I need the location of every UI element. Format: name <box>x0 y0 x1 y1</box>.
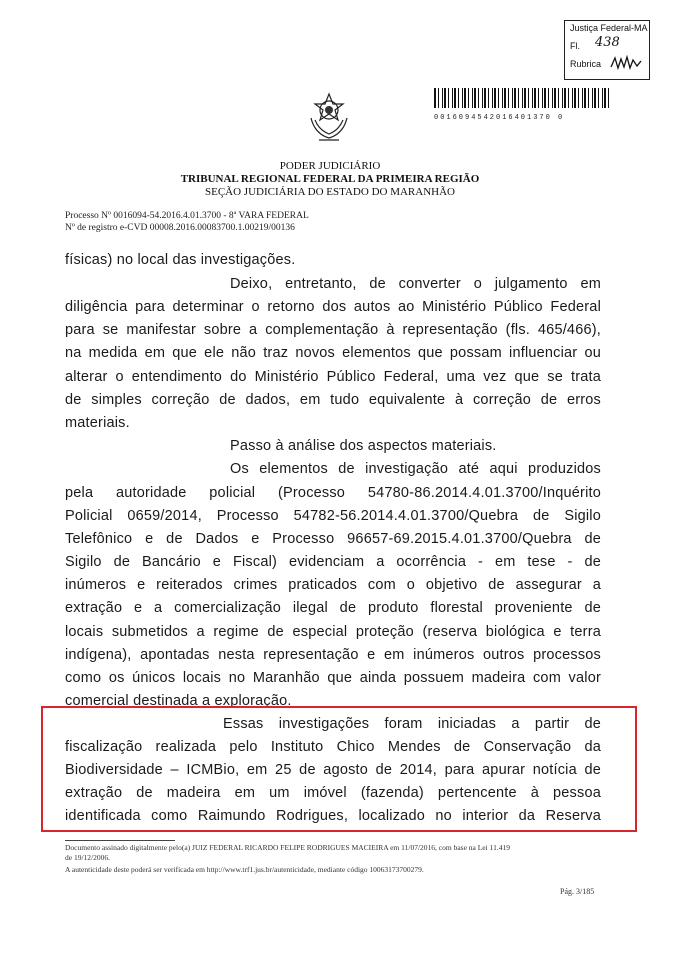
stamp-page-number: 438 <box>595 35 620 50</box>
body-line: Policial 0659/2014, Processo 54782-56.2014.4.01.3700/Quebra de Sigilo <box>65 508 601 524</box>
body-line: Biodiversidade – ICMBio, em 25 de agosto de 2014, para apurar notícia de <box>65 762 601 778</box>
body-line: identificada como Raimundo Rodrigues, localizado no interior da Reserva <box>65 808 601 824</box>
document-barcode <box>434 88 610 122</box>
body-line: físicas) no local das investigações. <box>65 252 296 268</box>
body-line: Sigilo de Bancário e Fiscal) evidenciam a ocorrência - em tese - de <box>65 554 601 570</box>
process-number: Processo Nº 0016094-54.2016.4.01.3700 - 8ª VARA FEDERAL <box>65 211 309 221</box>
body-line: Telefônico e de Dados e Processo 96657-69.2015.4.01.3700/Quebra de <box>65 531 601 547</box>
body-line: locais submetidos a regime de especial proteção (reserva biológica e terra <box>65 624 601 640</box>
body-line: como os únicos locais no Maranhão que ainda possuem madeira com valor <box>65 670 601 686</box>
footer-signature-note: Documento assinado digitalmente pelo(a) JUIZ FEDERAL RICARDO FELIPE RODRIGUES MACIEIRA em 11/07/2016, com base na Lei 11.419 <box>65 843 510 852</box>
stamp-page-label: Fl. <box>570 41 580 51</box>
header-section: SEÇÃO JUDICIÁRIA DO ESTADO DO MARANHÃO <box>205 186 455 198</box>
body-line: pela autoridade policial (Processo 54780-86.2014.4.01.3700/Inquérito <box>65 485 601 501</box>
rubric-signature <box>609 55 643 71</box>
header-tribunal: TRIBUNAL REGIONAL FEDERAL DA PRIMEIRA REGIÃO <box>180 173 480 185</box>
body-line: de simples correção de dados, em tudo equivalente à correção de erros <box>65 392 601 408</box>
court-protocol-stamp <box>564 20 650 80</box>
body-line: para se manifestar sobre a complementação à representação (fls. 465/466), <box>65 322 601 338</box>
body-line: comercial destinada a exploração. <box>65 693 292 709</box>
coat-of-arms-icon <box>305 90 353 146</box>
body-line: materiais. <box>65 415 130 431</box>
body-line: Passo à análise dos aspectos materiais. <box>230 438 497 454</box>
barcode-bars <box>434 88 610 108</box>
footer-divider <box>65 840 175 841</box>
body-line: Deixo, entretanto, de converter o julgamento em <box>230 276 601 292</box>
body-line: extração de madeira em um imóvel (fazenda) pertencente à pessoa <box>65 785 601 801</box>
stamp-rubric-label: Rubrica <box>570 59 602 69</box>
body-line: alterar o entendimento do Ministério Público Federal, uma vez que se trata <box>65 369 601 385</box>
body-line: indígena), apontadas nesta representação e em inúmeros outros processos <box>65 647 601 663</box>
page-number: Pág. 3/185 <box>560 887 595 896</box>
body-line: fiscalização realizada pelo Instituto Chico Mendes de Conservação da <box>65 739 601 755</box>
footer-authenticity-note: A autenticidade deste poderá ser verificada em http://www.trf1.jus.br/autenticidade, mediante código 10063173700279. <box>65 865 424 874</box>
body-line: Essas investigações foram iniciadas a partir de <box>223 716 601 732</box>
body-line: inúmeros e reiterados crimes praticados com o objetivo de assegurar a <box>65 577 601 593</box>
stamp-court-name: Justiça Federal-MA <box>570 23 648 33</box>
body-line: na medida em que ele não traz novos elementos que possam influenciar ou <box>65 345 601 361</box>
barcode-number: 0016094542016401370 0 <box>434 114 565 122</box>
registry-number: Nº de registro e-CVD 00008.2016.00083700.1.00219/00136 <box>65 223 295 233</box>
body-line: extração e a comercialização ilegal de produto florestal proveniente de <box>65 600 601 616</box>
footer-law-date: de 19/12/2006. <box>65 853 110 862</box>
body-line: diligência para determinar o retorno dos autos ao Ministério Público Federal <box>65 299 601 315</box>
body-line: Os elementos de investigação até aqui produzidos <box>230 461 601 477</box>
highlight-box <box>41 706 637 832</box>
header-judiciary: PODER JUDICIÁRIO <box>279 160 381 172</box>
